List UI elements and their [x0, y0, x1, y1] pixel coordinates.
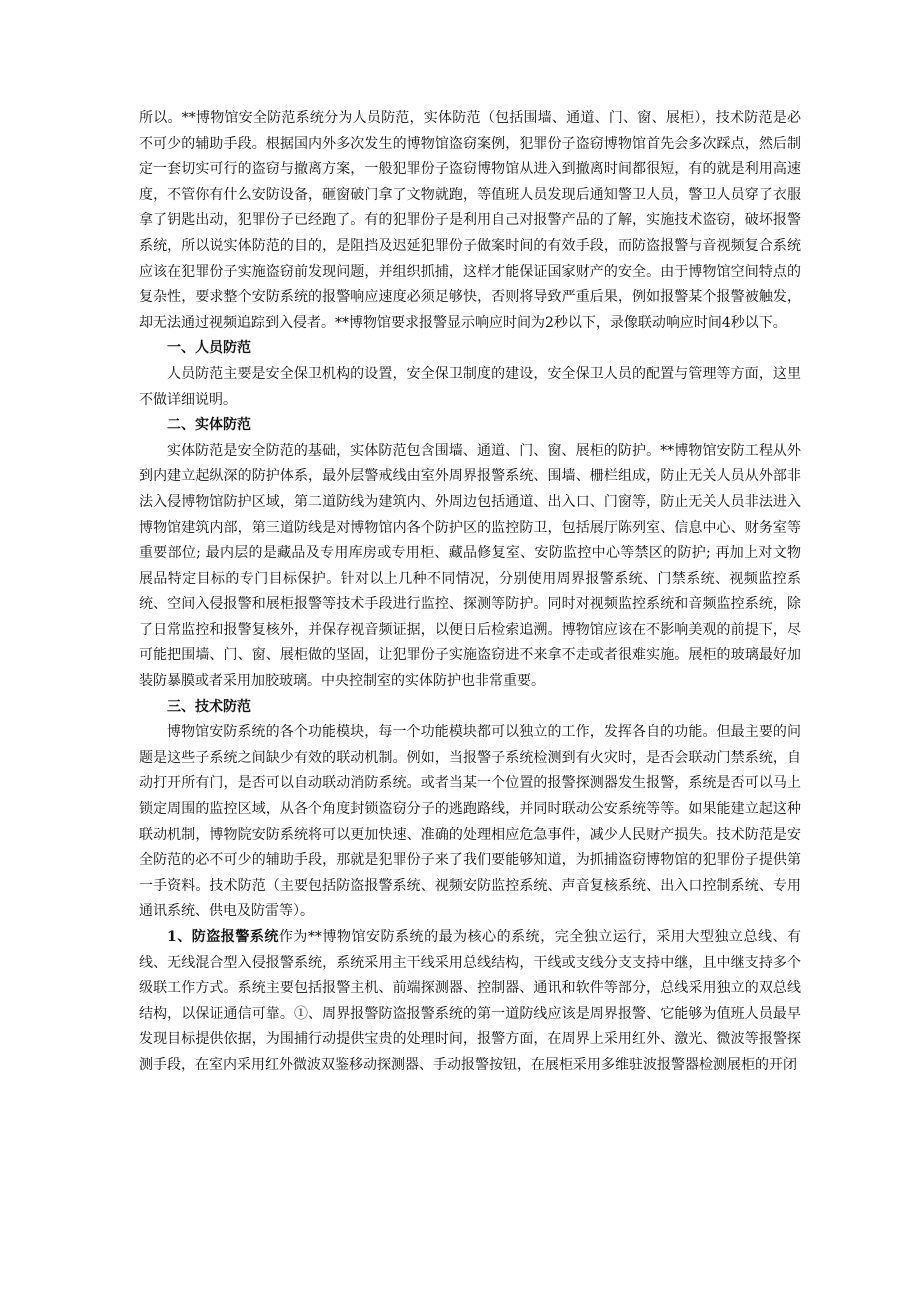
personnel-paragraph: 人员防范主要是安全保卫机构的设置，安全保卫制度的建设，安全保卫人员的配置与管理等方面，这里不做详细说明。 [139, 365, 801, 408]
section-heading-personnel: 一、人员防范 [167, 340, 251, 357]
physical-paragraph: 实体防范是安全防范的基础，实体防范包含围墙、通道、门、窗、展柜的防护。**博物馆安防工程从外到内建立起纵深的防护体系，最外层警戒线由室外周界报警系统、围墙、栅栏组成，防止无关人员从外部非法入侵博物馆防护区域，第二道防线为建筑内、外周边包括通道、出入口、门窗等，防止无关人员非法进入博物馆建筑内部，第三道防线是对博物馆内各个防护区的监控防卫，包括展厅陈列室、信息中心、财务室等重要部位; 最内层的是藏品及专用库房或专用柜、藏品修复室、安防监控中心等禁区的防护; 再加上对文物展品特定目标的专门目标保护。针对以上几种不同情况，分别使用周界报警系统、门禁系统、视频监控系统、空间入侵报警和展柜报警等技术手段进行监控、探测等防护。同时对视频监控系统和音频监控系统，除了日常监控和报警复核外，并保存视音频证据，以便日后检索追溯。博物馆应该在不影响美观的前提下，尽可能把围墙、门、窗、展柜做的坚固，让犯罪份子实施盗窃进不来拿不走或者很难实施。展柜的玻璃最好加装防暴膜或者采用加胶玻璃。中央控制室的实体防护也非常重要。 [139, 442, 801, 690]
alarm-system-body: 作为**博物馆安防系统的最为核心的系统，完全独立运行，采用大型独立总线、有线、无线混合型入侵报警系统，系统采用主干线采用总线结构，干线或支线分支支持中继，且中继支持多个级联工作方式。系统主要包括报警主机、前端探测器、控制器、通讯和软件等部分，总线采用独立的双总线结构，以保证通信可靠。①、周界报警防盗报警系统的第一道防线应该是周界报警、它能够为值班人员最早发现目标提供依据，为围捕行动提供宝贵的处理时间，报警方面，在周界上采用红外、激光、微波等报警探测手段，在室内采用红外微波双鉴移动探测器、手动报警按钮，在展柜采用多维驻波报警器检测展柜的开闭 [139, 929, 801, 1073]
technical-paragraph: 博物馆安防系统的各个功能模块，每一个功能模块都可以独立的工作，发挥各自的功能。但最主要的问题是这些子系统之间缺少有效的联动机制。例如，当报警子系统检测到有火灾时，是否会联动门禁系统，自动打开所有门，是否可以自动联动消防系统。或者当某一个位置的报警探测器发生报警，系统是否可以马上锁定周围的监控区域，从各个角度封锁盗窃分子的逃跑路线，并同时联动公安系统等等。如果能建立起这种联动机制，博物院安防系统将可以更加快速、准确的处理相应危急事件，减少人民财产损失。技术防范是安全防范的必不可少的辅助手段，那就是犯罪份子来了我们要能够知道，为抓捕盗窃博物馆的犯罪份子提供第一手资料。技术防范（主要包括防盗报警系统、视频安防监控系统、声音复核系统、出入口控制系统、专用通讯系统、供电及防雷等）。 [139, 724, 801, 920]
alarm-system-label: 1、防盗报警系统 [167, 929, 279, 945]
document-page [139, 106, 801, 1079]
section-heading-physical: 二、实体防范 [167, 417, 251, 434]
alarm-system-paragraph [139, 925, 801, 1079]
section-heading-technical: 三、技术防范 [167, 698, 251, 715]
intro-paragraph: 所以。**博物馆安全防范系统分为人员防范，实体防范（包括围墙、通道、门、窗、展柜），技术防范是必不可少的辅助手段。根据国内外多次发生的博物馆盗窃案例，犯罪份子盗窃博物馆首先会多次踩点，然后制定一套切实可行的盗窃与撤离方案，一般犯罪份子盗窃博物馆从进入到撤离时间都很短，有的就是利用高速度，不管你有什么安防设备，砸窗破门拿了文物就跑，等值班人员发现后通知警卫人员，警卫人员穿了衣服拿了钥匙出动，犯罪份子已经跑了。有的犯罪份子是利用自己对报警产品的了解，实施技术盗窃，破坏报警系统，所以说实体防范的目的，是阻挡及迟延犯罪份子做案时间的有效手段，而防盗报警与音视频复合系统应该在犯罪份子实施盗窃前发现问题，并组织抓捕，这样才能保证国家财产的安全。由于博物馆空间特点的复杂性，要求整个安防系统的报警响应速度必须足够快，否则将导致严重后果，例如报警某个报警被触发，却无法通过视频追踪到入侵者。**博物馆要求报警显示响应时间为2秒以下，录像联动响应时间4秒以下。 [139, 110, 801, 331]
